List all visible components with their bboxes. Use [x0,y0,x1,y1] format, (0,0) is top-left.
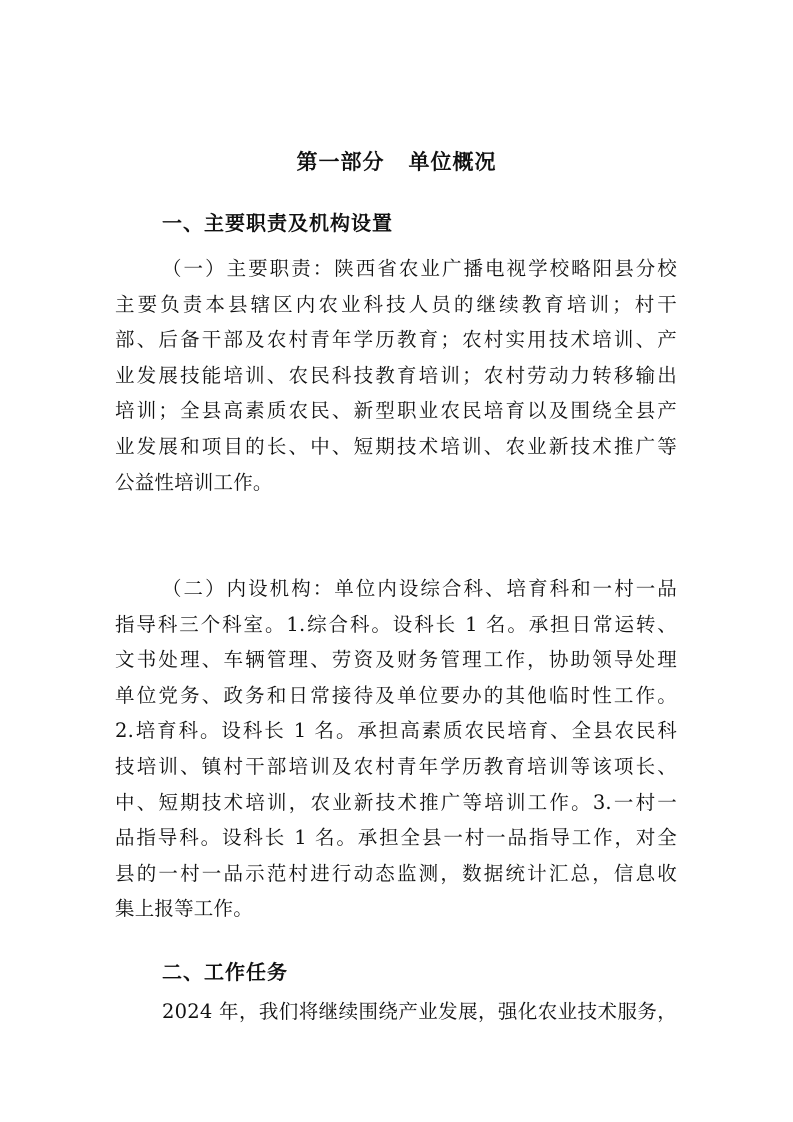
paragraph-line: 指导科三个科室。1.综合科。设科长 1 名。承担日常运转、 [115,612,677,636]
section1-paragraph-duties [115,251,677,500]
paragraph-line: （二）内设机构：单位内设综合科、培育科和一村一品 [162,577,677,600]
page-title [0,146,793,176]
paragraph-line: 培训；全县高素质农民、新型职业农民培育以及围绕全县产 [115,399,677,423]
paragraph-line: 业发展和项目的长、中、短期技术培训、农业新技术推广等 [115,434,677,458]
page-title-part2: 单位概况 [408,149,497,174]
paragraph-line: 2.培育科。设科长 1 名。承担高素质农民培育、全县农民科 [115,719,677,743]
section2-paragraph-tasks [115,994,677,1030]
paragraph-line: 文书处理、车辆管理、劳资及财务管理工作，协助领导处理 [115,648,677,672]
paragraph-line: 业发展技能培训、农民科技教育培训；农村劳动力转移输出 [115,363,677,387]
paragraph-line: 公益性培训工作。 [115,470,273,494]
page-title-part1: 第一部分 [296,149,385,174]
section1-paragraph-structure [115,571,677,927]
paragraph-line: 中、短期技术培训，农业新技术推广等培训工作。3.一村一 [115,790,677,814]
paragraph-line: （一）主要职责：陕西省农业广播电视学校略阳县分校 [162,257,677,280]
paragraph-line: 单位党务、政务和日常接待及单位要办的其他临时性工作。 [115,683,677,707]
paragraph-line: 主要负责本县辖区内农业科技人员的继续教育培训；村干 [115,292,677,316]
section1-heading: 一、主要职责及机构设置 [162,211,393,235]
paragraph-line: 县的一村一品示范村进行动态监测，数据统计汇总，信息收 [115,861,677,885]
paragraph-line: 集上报等工作。 [115,897,253,921]
section2-heading: 二、工作任务 [162,960,288,984]
paragraph-line: 2024 年，我们将继续围绕产业发展，强化农业技术服务， [162,1000,677,1023]
paragraph-line: 品指导科。设科长 1 名。承担全县一村一品指导工作，对全 [115,826,677,850]
paragraph-line: 技培训、镇村干部培训及农村青年学历教育培训等该项长、 [115,754,677,778]
paragraph-line: 部、后备干部及农村青年学历教育；农村实用技术培训、产 [115,328,677,352]
